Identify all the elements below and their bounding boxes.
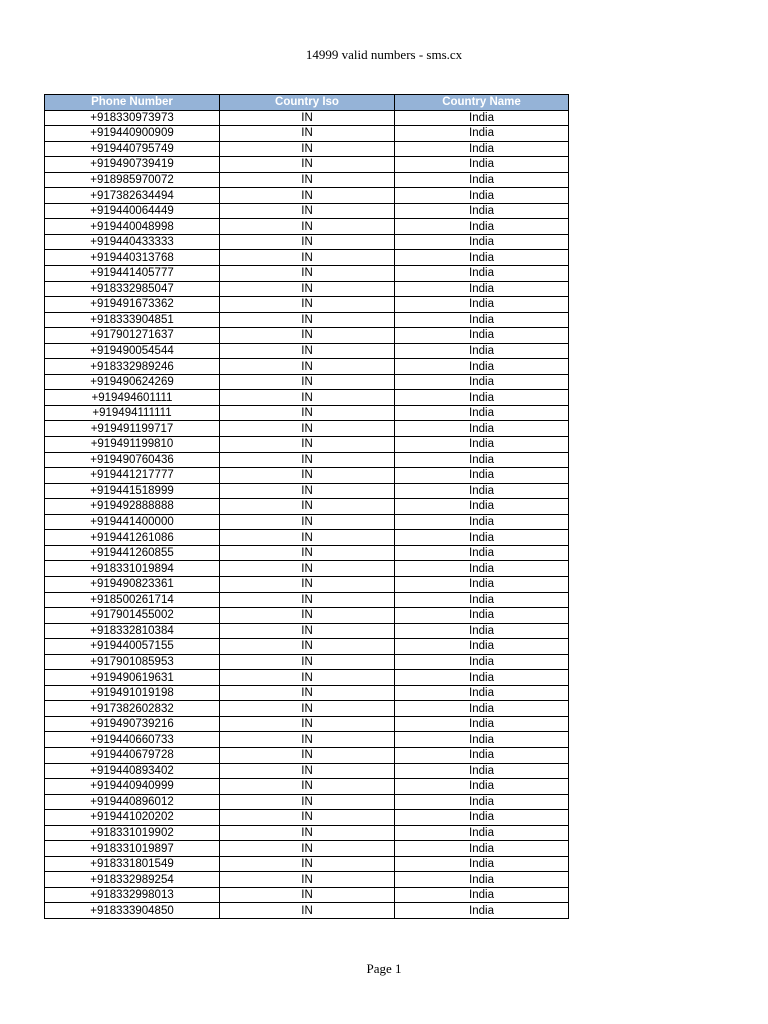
cell-phone-number: +919494601111 xyxy=(45,390,220,406)
cell-country-name: India xyxy=(395,654,569,670)
table-row xyxy=(45,390,569,406)
cell-phone-number: +918333904851 xyxy=(45,312,220,328)
cell-phone-number: +919490823361 xyxy=(45,576,220,592)
cell-phone-number: +919440048998 xyxy=(45,219,220,235)
table-row xyxy=(45,359,569,375)
cell-country-iso: IN xyxy=(220,452,395,468)
cell-phone-number: +919440660733 xyxy=(45,732,220,748)
cell-country-iso: IN xyxy=(220,126,395,142)
table-row xyxy=(45,452,569,468)
cell-country-iso: IN xyxy=(220,654,395,670)
page-title: 14999 valid numbers - sms.cx xyxy=(305,47,463,62)
cell-phone-number: +919491199717 xyxy=(45,421,220,437)
cell-phone-number: +918332989254 xyxy=(45,872,220,888)
cell-country-name: India xyxy=(395,234,569,250)
table-row xyxy=(45,825,569,841)
cell-country-name: India xyxy=(395,856,569,872)
table-row xyxy=(45,810,569,826)
cell-country-name: India xyxy=(395,545,569,561)
cell-phone-number: +919491199810 xyxy=(45,437,220,453)
cell-country-iso: IN xyxy=(220,390,395,406)
cell-country-iso: IN xyxy=(220,514,395,530)
cell-phone-number: +919440896012 xyxy=(45,794,220,810)
cell-country-iso: IN xyxy=(220,110,395,126)
cell-phone-number: +919490619631 xyxy=(45,670,220,686)
cell-country-name: India xyxy=(395,685,569,701)
table-row xyxy=(45,872,569,888)
cell-phone-number: +919440057155 xyxy=(45,639,220,655)
cell-phone-number: +919441217777 xyxy=(45,468,220,484)
cell-country-name: India xyxy=(395,872,569,888)
cell-phone-number: +919491019198 xyxy=(45,685,220,701)
cell-country-name: India xyxy=(395,405,569,421)
cell-country-name: India xyxy=(395,452,569,468)
cell-phone-number: +919440900909 xyxy=(45,126,220,142)
cell-phone-number: +919441400000 xyxy=(45,514,220,530)
cell-phone-number: +919440940999 xyxy=(45,779,220,795)
cell-country-iso: IN xyxy=(220,747,395,763)
cell-country-iso: IN xyxy=(220,903,395,919)
cell-country-name: India xyxy=(395,608,569,624)
cell-country-iso: IN xyxy=(220,421,395,437)
cell-country-iso: IN xyxy=(220,499,395,515)
cell-country-iso: IN xyxy=(220,297,395,313)
table-row xyxy=(45,685,569,701)
cell-country-iso: IN xyxy=(220,437,395,453)
cell-country-name: India xyxy=(395,421,569,437)
cell-country-name: India xyxy=(395,126,569,142)
cell-country-name: India xyxy=(395,561,569,577)
table-row xyxy=(45,312,569,328)
table-row xyxy=(45,405,569,421)
cell-country-iso: IN xyxy=(220,359,395,375)
cell-country-iso: IN xyxy=(220,763,395,779)
cell-country-name: India xyxy=(395,592,569,608)
table-row xyxy=(45,374,569,390)
table-row xyxy=(45,623,569,639)
table-row xyxy=(45,639,569,655)
table-row xyxy=(45,250,569,266)
cell-country-iso: IN xyxy=(220,405,395,421)
cell-country-iso: IN xyxy=(220,234,395,250)
cell-phone-number: +918331019902 xyxy=(45,825,220,841)
table-row xyxy=(45,110,569,126)
cell-phone-number: +919440795749 xyxy=(45,141,220,157)
cell-country-name: India xyxy=(395,468,569,484)
table-row xyxy=(45,157,569,173)
cell-phone-number: +919441020202 xyxy=(45,810,220,826)
cell-country-iso: IN xyxy=(220,312,395,328)
table-row xyxy=(45,654,569,670)
cell-country-name: India xyxy=(395,499,569,515)
table-row xyxy=(45,266,569,282)
cell-country-iso: IN xyxy=(220,623,395,639)
table-row xyxy=(45,608,569,624)
cell-country-name: India xyxy=(395,359,569,375)
cell-country-iso: IN xyxy=(220,468,395,484)
cell-phone-number: +919440433333 xyxy=(45,234,220,250)
cell-country-name: India xyxy=(395,639,569,655)
table-row xyxy=(45,203,569,219)
cell-country-iso: IN xyxy=(220,483,395,499)
table-row xyxy=(45,483,569,499)
cell-country-iso: IN xyxy=(220,157,395,173)
cell-country-name: India xyxy=(395,716,569,732)
cell-country-name: India xyxy=(395,887,569,903)
cell-phone-number: +919491673362 xyxy=(45,297,220,313)
cell-country-name: India xyxy=(395,530,569,546)
cell-country-name: India xyxy=(395,437,569,453)
cell-phone-number: +917901085953 xyxy=(45,654,220,670)
cell-country-iso: IN xyxy=(220,188,395,204)
cell-country-name: India xyxy=(395,390,569,406)
table-row xyxy=(45,421,569,437)
cell-country-name: India xyxy=(395,903,569,919)
cell-country-name: India xyxy=(395,732,569,748)
cell-country-iso: IN xyxy=(220,141,395,157)
cell-phone-number: +919490054544 xyxy=(45,343,220,359)
table-header xyxy=(45,95,569,111)
table-row xyxy=(45,592,569,608)
cell-country-iso: IN xyxy=(220,779,395,795)
cell-phone-number: +919490760436 xyxy=(45,452,220,468)
cell-country-name: India xyxy=(395,141,569,157)
cell-country-iso: IN xyxy=(220,872,395,888)
cell-phone-number: +918985970072 xyxy=(45,172,220,188)
cell-phone-number: +918330973973 xyxy=(45,110,220,126)
cell-country-name: India xyxy=(395,747,569,763)
cell-country-iso: IN xyxy=(220,685,395,701)
cell-phone-number: +917382602832 xyxy=(45,701,220,717)
table-row xyxy=(45,701,569,717)
cell-phone-number: +918331801549 xyxy=(45,856,220,872)
header-row xyxy=(45,95,569,111)
cell-country-name: India xyxy=(395,312,569,328)
cell-country-name: India xyxy=(395,825,569,841)
cell-country-name: India xyxy=(395,250,569,266)
cell-country-name: India xyxy=(395,841,569,857)
table-row xyxy=(45,297,569,313)
table-body xyxy=(45,110,569,918)
table-row xyxy=(45,763,569,779)
table-row xyxy=(45,126,569,142)
cell-country-iso: IN xyxy=(220,219,395,235)
cell-country-iso: IN xyxy=(220,841,395,857)
table-row xyxy=(45,281,569,297)
cell-country-iso: IN xyxy=(220,825,395,841)
column-header-country-name: Country Name xyxy=(395,95,569,111)
cell-country-iso: IN xyxy=(220,281,395,297)
table-row xyxy=(45,514,569,530)
cell-phone-number: +919441518999 xyxy=(45,483,220,499)
table-row xyxy=(45,732,569,748)
table-row xyxy=(45,716,569,732)
cell-country-iso: IN xyxy=(220,887,395,903)
table-row xyxy=(45,576,569,592)
cell-country-name: India xyxy=(395,203,569,219)
cell-country-iso: IN xyxy=(220,576,395,592)
cell-country-name: India xyxy=(395,328,569,344)
cell-phone-number: +917901271637 xyxy=(45,328,220,344)
cell-phone-number: +919440679728 xyxy=(45,747,220,763)
cell-phone-number: +919440064449 xyxy=(45,203,220,219)
cell-country-name: India xyxy=(395,110,569,126)
table-row xyxy=(45,561,569,577)
table-row xyxy=(45,887,569,903)
cell-country-iso: IN xyxy=(220,328,395,344)
table-row xyxy=(45,794,569,810)
column-header-country-iso: Country Iso xyxy=(220,95,395,111)
cell-phone-number: +917901455002 xyxy=(45,608,220,624)
cell-phone-number: +918500261714 xyxy=(45,592,220,608)
table-row xyxy=(45,747,569,763)
cell-phone-number: +919441405777 xyxy=(45,266,220,282)
cell-phone-number: +918333904850 xyxy=(45,903,220,919)
cell-country-name: India xyxy=(395,483,569,499)
cell-country-iso: IN xyxy=(220,592,395,608)
cell-country-iso: IN xyxy=(220,250,395,266)
table-row xyxy=(45,437,569,453)
table-row xyxy=(45,468,569,484)
cell-country-name: India xyxy=(395,794,569,810)
table-row xyxy=(45,779,569,795)
cell-country-name: India xyxy=(395,172,569,188)
cell-country-iso: IN xyxy=(220,732,395,748)
cell-country-iso: IN xyxy=(220,639,395,655)
cell-country-iso: IN xyxy=(220,374,395,390)
cell-country-name: India xyxy=(395,701,569,717)
table-row xyxy=(45,856,569,872)
table-row xyxy=(45,328,569,344)
cell-country-name: India xyxy=(395,343,569,359)
table-row xyxy=(45,530,569,546)
table-row xyxy=(45,670,569,686)
cell-phone-number: +919440313768 xyxy=(45,250,220,266)
cell-country-name: India xyxy=(395,623,569,639)
cell-country-iso: IN xyxy=(220,172,395,188)
table-row xyxy=(45,141,569,157)
cell-country-iso: IN xyxy=(220,343,395,359)
cell-phone-number: +919441261086 xyxy=(45,530,220,546)
cell-country-name: India xyxy=(395,297,569,313)
cell-phone-number: +919490739419 xyxy=(45,157,220,173)
cell-country-name: India xyxy=(395,188,569,204)
cell-country-name: India xyxy=(395,219,569,235)
cell-phone-number: +919440893402 xyxy=(45,763,220,779)
cell-country-name: India xyxy=(395,576,569,592)
table-row xyxy=(45,343,569,359)
cell-country-iso: IN xyxy=(220,608,395,624)
phone-numbers-table xyxy=(44,94,569,919)
cell-phone-number: +918331019897 xyxy=(45,841,220,857)
cell-country-iso: IN xyxy=(220,856,395,872)
cell-country-name: India xyxy=(395,374,569,390)
cell-country-name: India xyxy=(395,514,569,530)
table-row xyxy=(45,903,569,919)
cell-country-iso: IN xyxy=(220,545,395,561)
cell-country-name: India xyxy=(395,266,569,282)
cell-country-name: India xyxy=(395,281,569,297)
cell-phone-number: +919490624269 xyxy=(45,374,220,390)
cell-country-name: India xyxy=(395,779,569,795)
cell-phone-number: +919494111111 xyxy=(45,405,220,421)
cell-phone-number: +919490739216 xyxy=(45,716,220,732)
cell-phone-number: +918332998013 xyxy=(45,887,220,903)
cell-phone-number: +918332985047 xyxy=(45,281,220,297)
cell-phone-number: +919441260855 xyxy=(45,545,220,561)
cell-country-name: India xyxy=(395,763,569,779)
column-header-phone-number: Phone Number xyxy=(45,95,220,111)
cell-country-iso: IN xyxy=(220,561,395,577)
cell-country-name: India xyxy=(395,157,569,173)
cell-phone-number: +918332810384 xyxy=(45,623,220,639)
page-number: Page 1 xyxy=(366,961,402,976)
cell-phone-number: +919492888888 xyxy=(45,499,220,515)
cell-country-name: India xyxy=(395,670,569,686)
cell-country-iso: IN xyxy=(220,794,395,810)
cell-country-iso: IN xyxy=(220,203,395,219)
table-row xyxy=(45,545,569,561)
cell-country-iso: IN xyxy=(220,670,395,686)
cell-country-iso: IN xyxy=(220,266,395,282)
cell-phone-number: +918332989246 xyxy=(45,359,220,375)
cell-country-name: India xyxy=(395,810,569,826)
table-row xyxy=(45,188,569,204)
table-row xyxy=(45,234,569,250)
table-row xyxy=(45,172,569,188)
cell-country-iso: IN xyxy=(220,701,395,717)
table-row xyxy=(45,499,569,515)
table-row xyxy=(45,841,569,857)
cell-country-iso: IN xyxy=(220,716,395,732)
cell-country-iso: IN xyxy=(220,810,395,826)
cell-phone-number: +917382634494 xyxy=(45,188,220,204)
cell-country-iso: IN xyxy=(220,530,395,546)
cell-phone-number: +918331019894 xyxy=(45,561,220,577)
table-row xyxy=(45,219,569,235)
